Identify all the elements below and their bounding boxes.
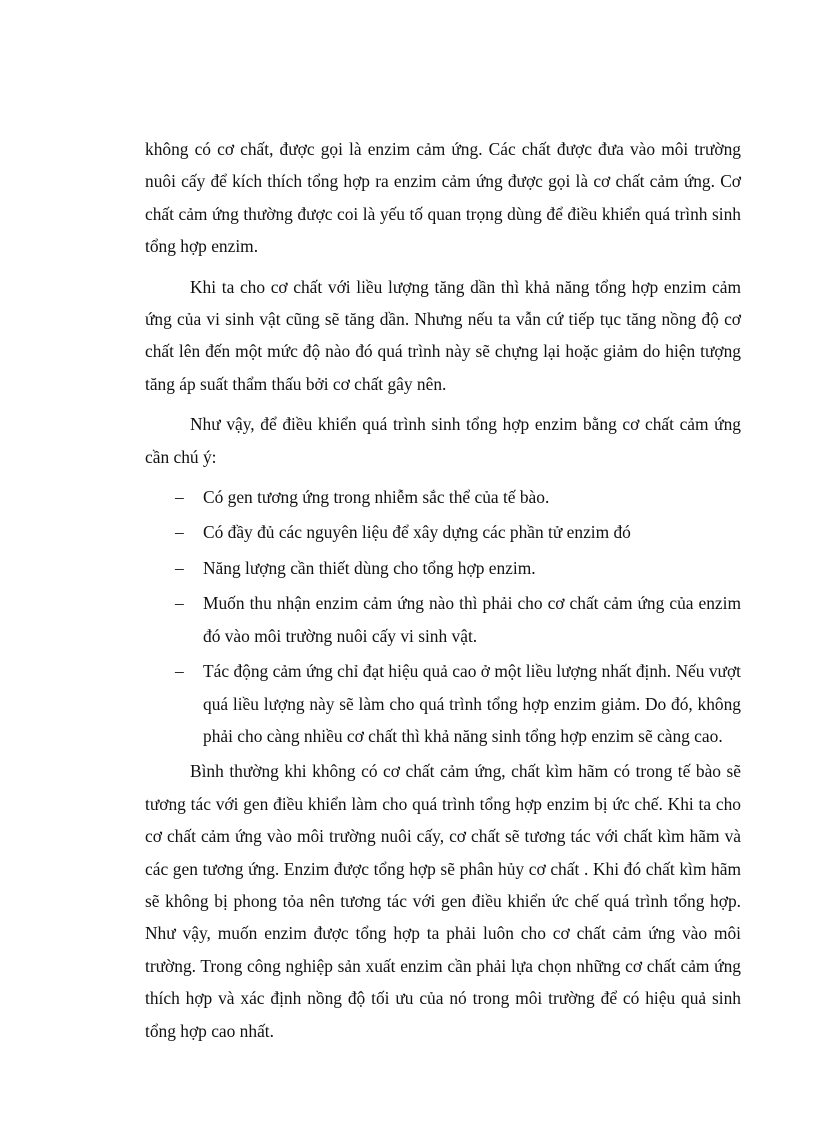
dash-bullet: –	[175, 661, 184, 682]
list-item	[145, 655, 741, 752]
list-item-text: Tác động cảm ứng chỉ đạt hiệu quả cao ở một liều lượng nhất định. Nếu vượt quá liều lượng này sẽ làm cho quá trình tổng hợp enzim giảm. Do đó, không phải cho càng nhiều cơ chất thì khả năng sinh tổng hợp enzim sẽ càng cao.	[203, 661, 741, 746]
list-item	[145, 481, 741, 513]
dash-bullet: –	[175, 522, 184, 543]
list-item-text: Muốn thu nhận enzim cảm ứng nào thì phải cho cơ chất cảm ứng của enzim đó vào môi trường nuôi cấy vi sinh vật.	[203, 593, 741, 646]
paragraph-intro: không có cơ chất, được gọi là enzim cảm ứng. Các chất được đưa vào môi trường nuôi cấy để kích thích tổng hợp ra enzim cảm ứng được gọi là cơ chất cảm ứng. Cơ chất cảm ứng thường được coi là yếu tố quan trọng dùng để điều khiển quá trình sinh tổng hợp enzim.	[145, 139, 741, 257]
list-item	[145, 552, 741, 584]
list-item	[145, 516, 741, 548]
paragraph-mechanism: Bình thường khi không có cơ chất cảm ứng, chất kìm hãm có trong tế bào sẽ tương tác với gen điều khiển làm cho quá trình tổng hợp enzim bị ức chế. Khi ta cho cơ chất cảm ứng vào môi trường nuôi cấy, cơ chất sẽ tương tác với chất kìm hãm và các gen tương ứng. Enzim được tổng hợp sẽ phân hủy cơ chất . Khi đó chất kìm hãm sẽ không bị phong tỏa nên tương tác với gen điều khiển ức chế quá trình tổng hợp. Như vậy, muốn enzim được tổng hợp ta phải luôn cho cơ chất cảm ứng vào môi trường. Trong công nghiệp sản xuất enzim cần phải lựa chọn những cơ chất cảm ứng thích hợp và xác định nồng độ tối ưu của nó trong môi trường để có hiệu quả sinh tổng hợp cao nhất.	[145, 761, 741, 1041]
paragraph-dosage: Khi ta cho cơ chất với liều lượng tăng dần thì khả năng tổng hợp enzim cảm ứng của vi sinh vật cũng sẽ tăng dần. Nhưng nếu ta vẫn cứ tiếp tục tăng nồng độ cơ chất lên đến một mức độ nào đó quá trình này sẽ chựng lại hoặc giảm do hiện tượng tăng áp suất thẩm thấu bởi cơ chất gây nên.	[145, 276, 741, 394]
document-page	[145, 133, 741, 1055]
paragraph-conditions-intro: Như vậy, để điều khiển quá trình sinh tổng hợp enzim bằng cơ chất cảm ứng cần chú ý:	[145, 414, 741, 467]
dash-bullet: –	[175, 557, 184, 578]
list-item-text: Năng lượng cần thiết dùng cho tổng hợp enzim.	[203, 557, 536, 578]
conditions-list	[145, 481, 741, 752]
dash-bullet: –	[175, 487, 184, 508]
list-item-text: Có đầy đủ các nguyên liệu để xây dựng các phần tử enzim đó	[203, 522, 631, 543]
list-item	[145, 587, 741, 652]
list-item-text: Có gen tương ứng trong nhiễm sắc thể của tế bào.	[203, 487, 550, 508]
dash-bullet: –	[175, 593, 184, 614]
